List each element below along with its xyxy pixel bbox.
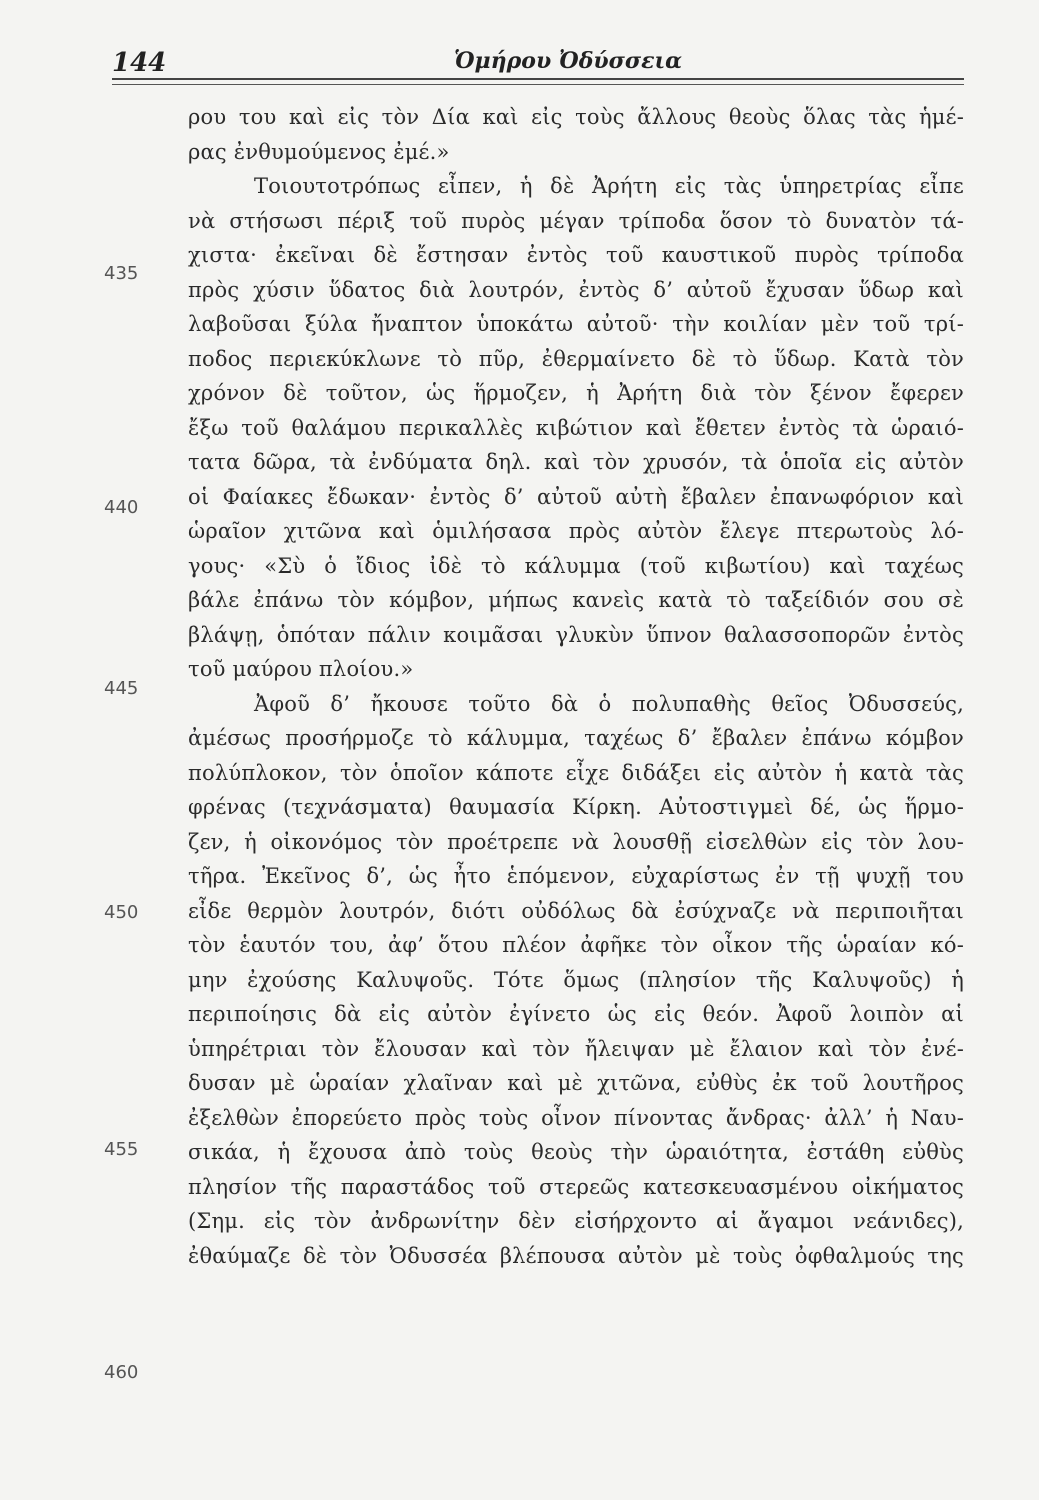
text-body [188,100,964,1273]
text-line: ρου του καὶ εἰς τὸν Δία καὶ εἰς τοὺς ἄλλους θεοὺς ὅλας τὰς ἡμέ- [188,105,964,129]
text-line: χρόνον δὲ τοῦτον, ὡς ἥρμοζεν, ἡ Ἀρήτη διὰ τὸν ξένον ἔφερεν [188,381,964,405]
text-line: ἔξω τοῦ θαλάμου περικαλλὲς κιβώτιον καὶ ἔθετεν ἐντὸς τὰ ὡραιό- [188,415,964,440]
line-number: 445 [104,678,139,699]
text-line: περιποίησις δὰ εἰς αὐτὸν ἐγίνετο ὡς εἰς θεόν. Ἀφοῦ λοιπὸν αἱ [188,1002,964,1026]
text-line: νὰ στήσωσι πέριξ τοῦ πυρὸς μέγαν τρίποδα ὅσον τὸ δυνατὸν τά- [188,208,964,233]
text-line: (Σημ. εἰς τὸν ἀνδρωνίτην δὲν εἰσήρχοντο αἱ ἄγαμοι νεάνιδες), [188,1209,964,1233]
text-line: ὑπηρέτριαι τὸν ἔλουσαν καὶ τὸν ἤλειψαν μὲ ἔλαιον καὶ τὸν ἐνέ- [188,1036,964,1061]
text-line: γους· «Σὺ ὁ ἴδιος ἰδὲ τὸ κάλυμμα (τοῦ κιβωτίου) καὶ ταχέως [188,553,964,578]
line-number: 435 [104,263,139,284]
text-line: ἐξελθὼν ἐπορεύετο πρὸς τοὺς οἶνον πίνοντας ἄνδρας· ἀλλ’ ἡ Ναυ- [188,1105,964,1130]
text-line: οἱ Φαίακες ἔδωκαν· ἐντὸς δ’ αὐτοῦ αὐτὴ ἔβαλεν ἐπανωφόριον καὶ [188,484,964,509]
line-number: 440 [104,497,139,518]
text-line: φρένας (τεχνάσματα) θαυμασία Κίρκη. Αὐτοστιγμεὶ δέ, ὡς ἥρμο- [188,795,964,819]
text-line: ὡραῖον χιτῶνα καὶ ὁμιλήσασα πρὸς αὐτὸν ἔλεγε πτερωτοὺς λό- [188,519,964,543]
text-line: βάλε ἐπάνω τὸν κόμβον, μήπως κανεὶς κατὰ τὸ ταξείδιόν σου σὲ [188,588,964,612]
header-rule [112,78,964,80]
text-line: εἶδε θερμὸν λουτρόν, διότι οὐδόλως δὰ ἐσύχναζε νὰ περιποιῆται [188,898,964,923]
text-line: μην ἐχούσης Καλυψοῦς. Τότε ὅμως (πλησίον τῆς Καλυψοῦς) ἡ [188,967,964,992]
line-number: 460 [104,1362,139,1383]
text-line: τῆρα. Ἐκεῖνος δ’, ὡς ἦτο ἑπόμενον, εὐχαρίστως ἐν τῇ ψυχῇ του [188,864,964,888]
text-line: ποδος περιεκύκλωνε τὸ πῦρ, ἐθερμαίνετο δὲ τὸ ὕδωρ. Κατὰ τὸν [188,346,964,371]
text-line: πολύπλοκον, τὸν ὁποῖον κάποτε εἶχε διδάξει εἰς αὐτὸν ἡ κατὰ τὰς [188,760,964,785]
header-rule-thin [112,84,964,85]
text-line: ζεν, ἡ οἰκονόμος τὸν προέτρεπε νὰ λουσθῇ εἰσελθὼν εἰς τὸν λου- [188,829,964,854]
text-line: πλησίον τῆς παραστάδος τοῦ στερεῶς κατεσκευασμένου οἰκήματος [188,1174,964,1199]
text-line: χιστα· ἐκεῖναι δὲ ἔστησαν ἐντὸς τοῦ καυστικοῦ πυρὸς τρίποδα [188,243,964,267]
text-line: λαβοῦσαι ξύλα ἤναπτον ὑποκάτω αὐτοῦ· τὴν κοιλίαν μὲν τοῦ τρί- [188,312,964,336]
text-line: τοῦ μαύρου πλοίου.» [188,657,414,681]
text-line: ἀμέσως προσήρμοζε τὸ κάλυμμα, ταχέως δ’ ἔβαλεν ἐπάνω κόμβον [188,726,964,750]
text-line: τατα δῶρα, τὰ ἐνδύματα δηλ. καὶ τὸν χρυσόν, τὰ ὁποῖα εἰς αὐτὸν [188,450,964,474]
text-line: βλάψῃ, ὁπόταν πάλιν κοιμᾶσαι γλυκὺν ὕπνον θαλασσοπορῶν ἐντὸς [188,622,964,647]
text-line: Τοιουτοτρόπως εἶπεν, ἡ δὲ Ἀρήτη εἰς τὰς ὑπηρετρίας εἶπε [254,174,964,198]
text-line: τὸν ἑαυτόν του, ἀφ’ ὅτου πλέον ἀφῆκε τὸν οἶκον τῆς ὡραίαν κό- [188,933,964,957]
page-header [112,44,964,88]
text-line: ρας ἐνθυμούμενος ἐμέ.» [188,139,450,164]
page-number: 144 [112,48,167,78]
text-line: σικάα, ἡ ἔχουσα ἀπὸ τοὺς θεοὺς τὴν ὡραιότητα, ἐστάθη εὐθὺς [188,1140,964,1164]
text-line: δυσαν μὲ ὡραίαν χλαῖναν καὶ μὲ χιτῶνα, εὐθὺς ἐκ τοῦ λουτῆρος [188,1071,964,1095]
text-line: ἐθαύμαζε δὲ τὸν Ὀδυσσέα βλέπουσα αὐτὸν μὲ τοὺς ὀφθαλμούς της [188,1243,964,1268]
text-line: πρὸς χύσιν ὕδατος διὰ λουτρόν, ἐντὸς δ’ αὐτοῦ ἔχυσαν ὕδωρ καὶ [188,277,964,302]
line-number: 455 [104,1139,139,1160]
text-line: Ἀφοῦ δ’ ἤκουσε τοῦτο δὰ ὁ πολυπαθὴς θεῖος Ὀδυσσεύς, [254,691,964,716]
line-number: 450 [104,902,139,923]
running-title: Ὁμήρου Ὀδύσσεια [454,48,683,74]
